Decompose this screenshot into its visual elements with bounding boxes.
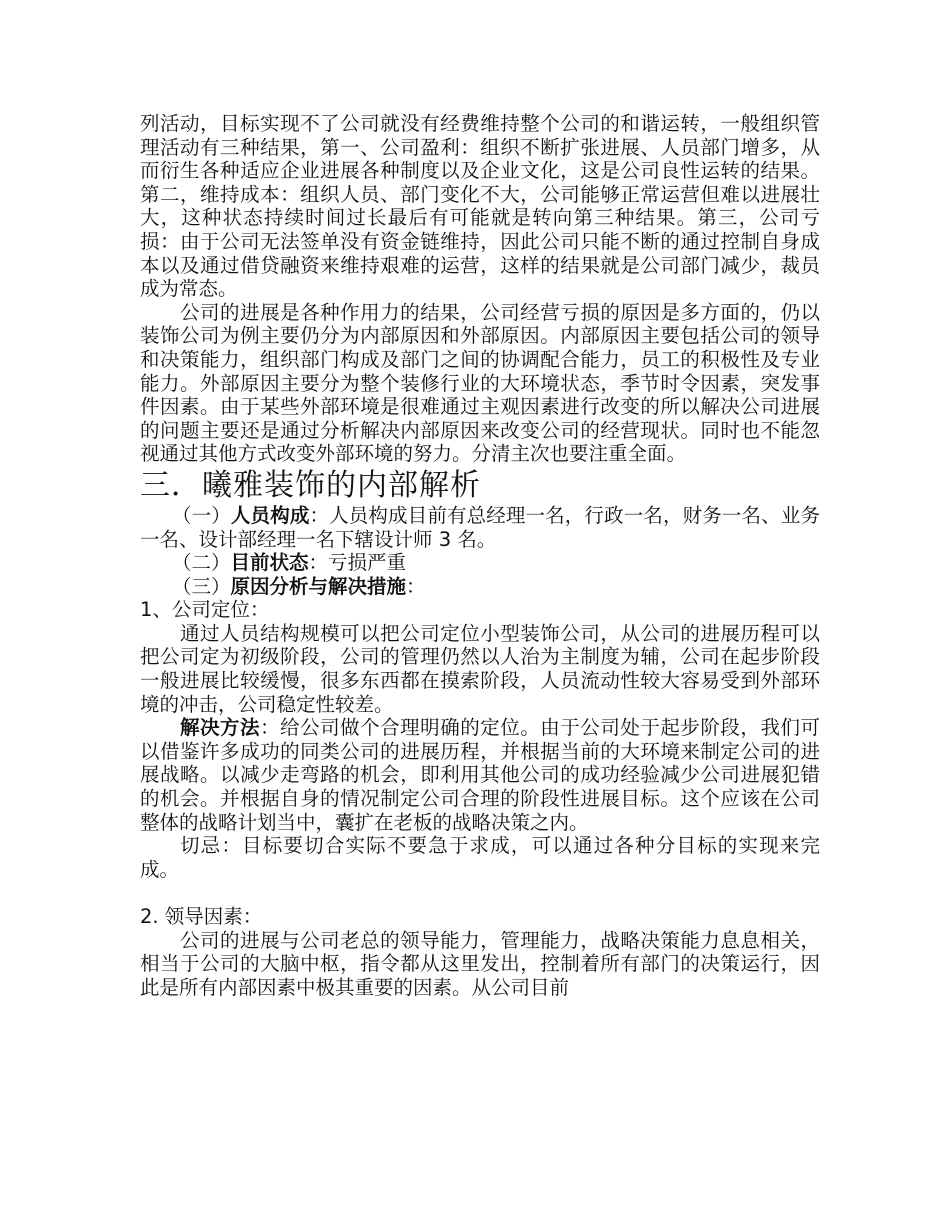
solution-label: 解决方法 — [180, 716, 261, 740]
item-label: 人员构成 — [230, 503, 310, 527]
item-text: ：人员构成目前有总经理一名，行政一名，财务一名、业务一名、设计部经理一名下辖设计师 3 名。 — [140, 503, 820, 551]
solution-paragraph — [140, 716, 820, 834]
positioning-paragraph: 通过人员结构规模可以把公司定位小型装饰公司，从公司的进展历程可以把公司定为初级阶段，公司的管理仍然以人治为主制度为辅，公司在起步阶段一般进展比较缓慢，很多东西都在摸索阶段，人员流动性较大容易受到外部环境的冲击，公司稳定性较差。 — [140, 621, 820, 716]
item-prefix: （三） — [172, 574, 231, 598]
document-page — [140, 112, 820, 999]
item-text: ： — [406, 574, 426, 598]
subsection-title: 2. 领导因素： — [140, 905, 263, 928]
blank-line — [140, 881, 820, 905]
caution-paragraph: 切忌：目标要切合实际不要急于求成，可以通过各种分目标的实现来完成。 — [140, 834, 820, 881]
item-label: 目前状态 — [230, 551, 309, 575]
subsection-title: 1、公司定位： — [140, 598, 270, 622]
item-staff — [140, 504, 820, 551]
paragraph-results: 列活动，目标实现不了公司就没有经费维持整个公司的和谐运转，一般组织管理活动有三种结果，第一、公司盈利：组织不断扩张进展、人员部门增多，从而衍生各种适应企业进展各种制度以及企业文化，这是公司良性运转的结果。第二，维持成本：组织人员、部门变化不大，公司能够正常运营但难以进展壮大，这种状态持续时间过长最后有可能就是转向第三种结果。第三，公司亏损：由于公司无法签单没有资金链维持，因此公司只能不断的通过控制自身成本以及通过借贷融资来维持艰难的运营，这样的结果就是公司部门减少，裁员成为常态。 — [140, 112, 820, 301]
item-label: 原因分析与解决措施 — [230, 574, 407, 598]
item-status — [140, 551, 820, 575]
solution-text: ：给公司做个合理明确的定位。由于公司处于起步阶段，我们可以借鉴许多成功的同类公司的进展历程，并根据当前的大环境来制定公司的进展战略。以减少走弯路的机会，即利用其他公司的成功经验减少公司进展犯错的机会。并根据自身的情况制定公司合理的阶段性进展目标。这个应该在公司整体的战略计划当中，囊扩在老板的战略决策之内。 — [140, 716, 820, 834]
section-heading: 三．曦雅装饰的内部解析 — [140, 467, 481, 503]
leadership-paragraph: 公司的进展与公司老总的领导能力，管理能力，战略决策能力息息相关，相当于公司的大脑中枢，指令都从这里发出，控制着所有部门的决策运行，因此是所有内部因素中极其重要的因素。从公司目前 — [140, 928, 820, 999]
item-prefix: （二） — [172, 551, 231, 575]
item-prefix: （一） — [172, 503, 231, 527]
item-analysis — [140, 575, 820, 599]
item-text: ：亏损严重 — [308, 551, 407, 575]
paragraph-causes: 公司的进展是各种作用力的结果，公司经营亏损的原因是多方面的，仍以装饰公司为例主要仍分为内部原因和外部原因。内部原因主要包括公司的领导和决策能力，组织部门构成及部门之间的协调配合能力，员工的积极性及专业能力。外部原因主要分为整个装修行业的大环境状态，季节时令因素，突发事件因素。由于某些外部环境是很难通过主观因素进行改变的所以解决公司进展的问题主要还是通过分析解决内部原因来改变公司的经营现状。同时也不能忽视通过其他方式改变外部环境的努力。分清主次也要注重全面。 — [140, 300, 820, 466]
